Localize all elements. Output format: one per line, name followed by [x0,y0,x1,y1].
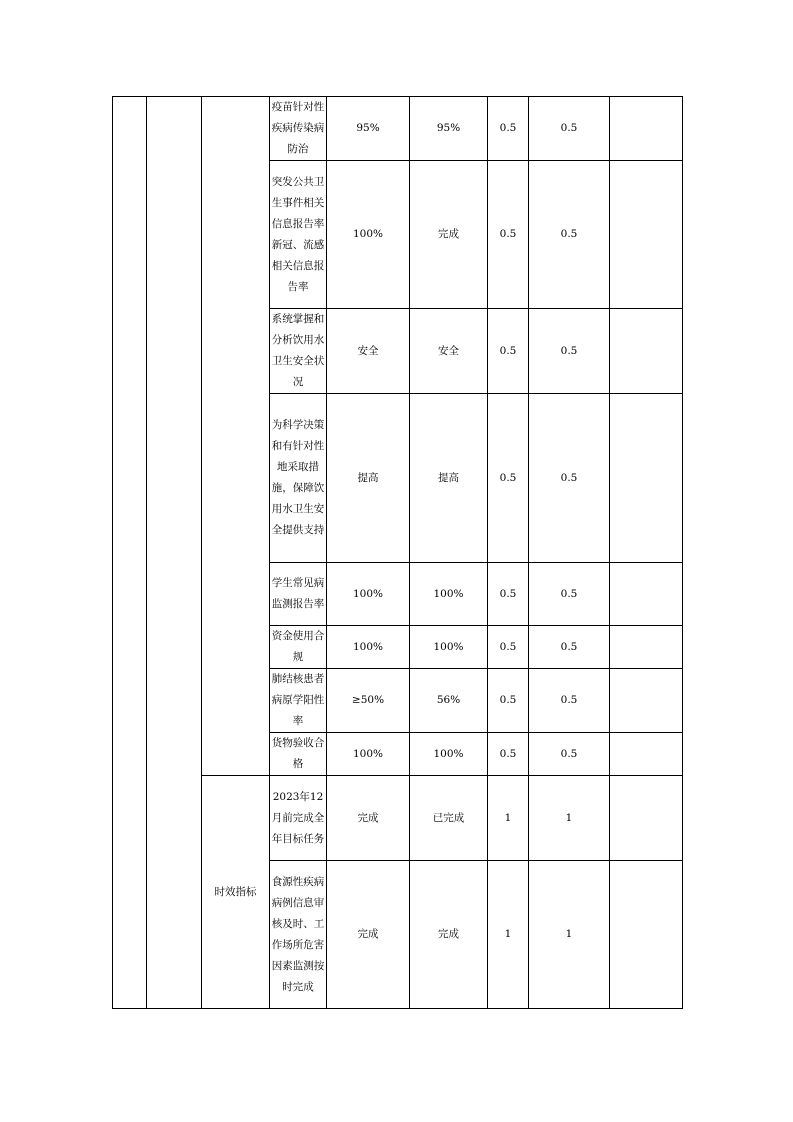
indicator-name: 2023年12月前完成全年目标任务 [270,776,327,861]
actual-value: 56% [410,669,488,733]
target-value: 完成 [327,776,410,861]
indicator-name: 为科学决策和有针对性地采取措施，保障饮用水卫生安全提供支持 [270,394,327,563]
target-value: 100% [327,733,410,776]
level1-cell [113,97,147,1009]
score-value: 0.5 [529,733,610,776]
remark-cell [610,563,683,626]
weight-value: 0.5 [488,669,529,733]
target-value: 100% [327,161,410,309]
target-value: 100% [327,563,410,626]
weight-value: 0.5 [488,161,529,309]
indicator-name: 肺结核患者病原学阳性率 [270,669,327,733]
weight-value: 0.5 [488,733,529,776]
score-value: 1 [529,776,610,861]
indicator-name: 突发公共卫生事件相关信息报告率新冠、流感相关信息报告率 [270,161,327,309]
score-value: 0.5 [529,669,610,733]
category-cell: 时效指标 [202,776,270,1009]
target-value: 提高 [327,394,410,563]
table-row [113,97,683,161]
target-value: 安全 [327,309,410,394]
score-value: 0.5 [529,626,610,669]
indicator-name: 货物验收合格 [270,733,327,776]
level2-cell [147,97,202,1009]
remark-cell [610,161,683,309]
actual-value: 100% [410,563,488,626]
target-value: ≥50% [327,669,410,733]
actual-value: 完成 [410,161,488,309]
score-value: 0.5 [529,161,610,309]
target-value: 95% [327,97,410,161]
score-value: 1 [529,861,610,1009]
score-value: 0.5 [529,563,610,626]
weight-value: 0.5 [488,309,529,394]
actual-value: 100% [410,626,488,669]
weight-value: 0.5 [488,563,529,626]
indicator-name: 食源性疾病病例信息审核及时、工作场所危害因素监测按时完成 [270,861,327,1009]
actual-value: 提高 [410,394,488,563]
indicator-name: 学生常见病监测报告率 [270,563,327,626]
target-value: 完成 [327,861,410,1009]
score-value: 0.5 [529,394,610,563]
remark-cell [610,97,683,161]
remark-cell [610,861,683,1009]
actual-value: 95% [410,97,488,161]
target-value: 100% [327,626,410,669]
weight-value: 0.5 [488,626,529,669]
score-value: 0.5 [529,309,610,394]
remark-cell [610,669,683,733]
actual-value: 100% [410,733,488,776]
remark-cell [610,733,683,776]
category-cell [202,97,270,776]
remark-cell [610,776,683,861]
indicator-name: 系统掌握和分析饮用水卫生安全状况 [270,309,327,394]
indicator-name: 资金使用合规 [270,626,327,669]
remark-cell [610,626,683,669]
remark-cell [610,394,683,563]
performance-indicator-table [112,96,683,1009]
actual-value: 已完成 [410,776,488,861]
remark-cell [610,309,683,394]
weight-value: 0.5 [488,394,529,563]
actual-value: 完成 [410,861,488,1009]
weight-value: 1 [488,861,529,1009]
weight-value: 0.5 [488,97,529,161]
actual-value: 安全 [410,309,488,394]
weight-value: 1 [488,776,529,861]
score-value: 0.5 [529,97,610,161]
indicator-name: 疫苗针对性疾病传染病防治 [270,97,327,161]
